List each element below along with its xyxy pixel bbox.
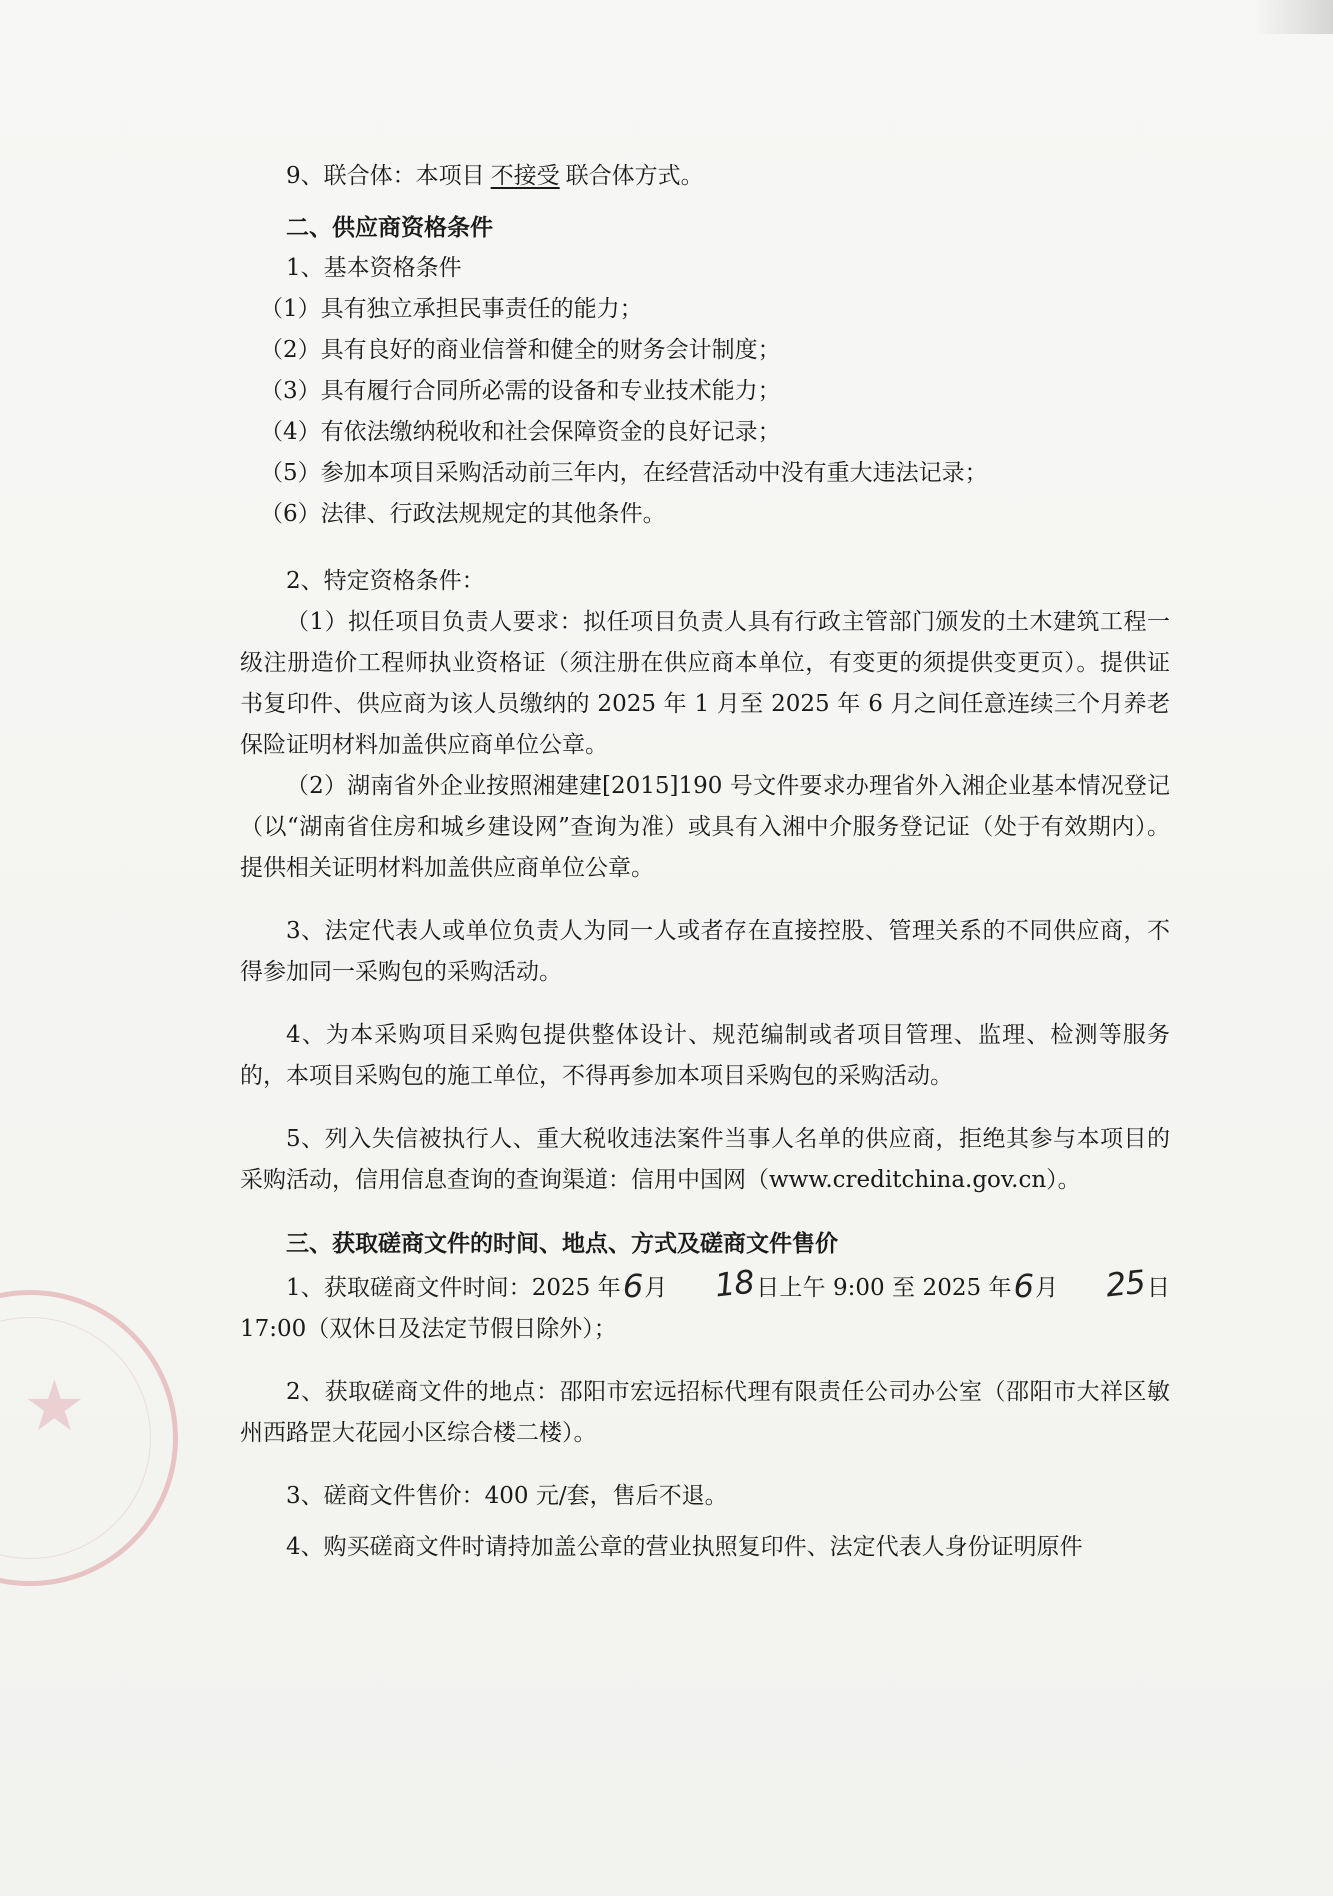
purchase-requirements: 4、购买磋商文件时请持加盖公章的营业执照复印件、法定代表人身份证明原件 [286,1534,1083,1560]
time-text: 月 [1034,1275,1059,1301]
consortium-underlined-value: 不接受 [490,163,560,189]
basic-item: （4）有依法缴纳税收和社会保障资金的良好记录； [260,419,781,445]
document-price: 3、磋商文件售价：400 元/套，售后不退。 [286,1483,728,1509]
consortium-line [240,156,1170,197]
basic-item: （5）参加本项目采购活动前三年内，在经营活动中没有重大违法记录； [260,460,988,486]
basic-item: （2）具有良好的商业信誉和健全的财务会计制度； [260,337,781,363]
scan-corner-shadow [1255,0,1333,34]
section-2-title: 二、供应商资格条件 [286,214,493,241]
special-requirement-2: （2）湖南省外企业按照湘建建[2015]190 号文件要求办理省外入湘企业基本情况登记（以“湖南省住房和城乡建设网”查询为准）或具有入湘中介服务登记证（处于有效期内）。提供相关证明材料加盖供应商单位公章。 [240,773,1170,881]
basic-qualification-title: 1、基本资格条件 [286,255,462,281]
time-text: 1、获取磋商文件时间：2025 年 [286,1275,621,1301]
consortium-text-end: 联合体方式。 [565,163,704,189]
basic-item: （6）法律、行政法规规定的其他条件。 [260,501,666,527]
requirement-4: 4、为本采购项目采购包提供整体设计、规范编制或者项目管理、监理、检测等服务的，本项目采购包的施工单位，不得再参加本项目采购包的采购活动。 [240,1022,1170,1089]
handwritten-day-start: 18 [713,1262,756,1305]
handwritten-month-start: 6 [622,1267,643,1305]
section-3-title: 三、获取磋商文件的时间、地点、方式及磋商文件售价 [286,1230,838,1257]
document-body [240,156,1170,1568]
document-acquisition-place: 2、获取磋商文件的地点：邵阳市宏远招标代理有限责任公司办公室（邵阳市大祥区敏州西路罡大花园小区综合楼二楼）。 [240,1379,1170,1446]
time-text: 月 [644,1275,668,1301]
requirement-5: 5、列入失信被执行人、重大税收违法案件当事人名单的供应商，拒绝其参与本项目的采购活动，信用信息查询的查询渠道：信用中国网（www.creditchina.gov.cn）。 [240,1126,1170,1193]
basic-item: （3）具有履行合同所必需的设备和专业技术能力； [260,378,781,404]
time-text: 日 17:00（双休日及法定节假日除外）； [240,1275,1171,1342]
handwritten-day-end: 25 [1104,1262,1147,1305]
handwritten-month-end: 6 [1013,1267,1033,1305]
document-acquisition-time [240,1264,1170,1350]
seal-star-icon: ★ [23,1365,86,1447]
special-requirement-1: （1）拟任项目负责人要求：拟任项目负责人具有行政主管部门颁发的土木建筑工程一级注册造价工程师执业资格证（须注册在供应商本单位，有变更的须提供变更页）。提供证书复印件、供应商为该人员缴纳的 2025 年 1 月至 2025 年 6 月之间任意连续三个月养老保险证明材料加盖供应商单位公章。 [240,609,1170,758]
special-qualification-title: 2、特定资格条件： [286,568,485,594]
official-seal-stamp [0,1290,178,1586]
consortium-text: 9、联合体：本项目 [286,163,485,189]
basic-item: （1）具有独立承担民事责任的能力； [260,296,643,322]
time-text: 日上午 9:00 至 2025 年 [756,1275,1012,1301]
requirement-3: 3、法定代表人或单位负责人为同一人或者存在直接控股、管理关系的不同供应商，不得参加同一采购包的采购活动。 [240,918,1170,985]
